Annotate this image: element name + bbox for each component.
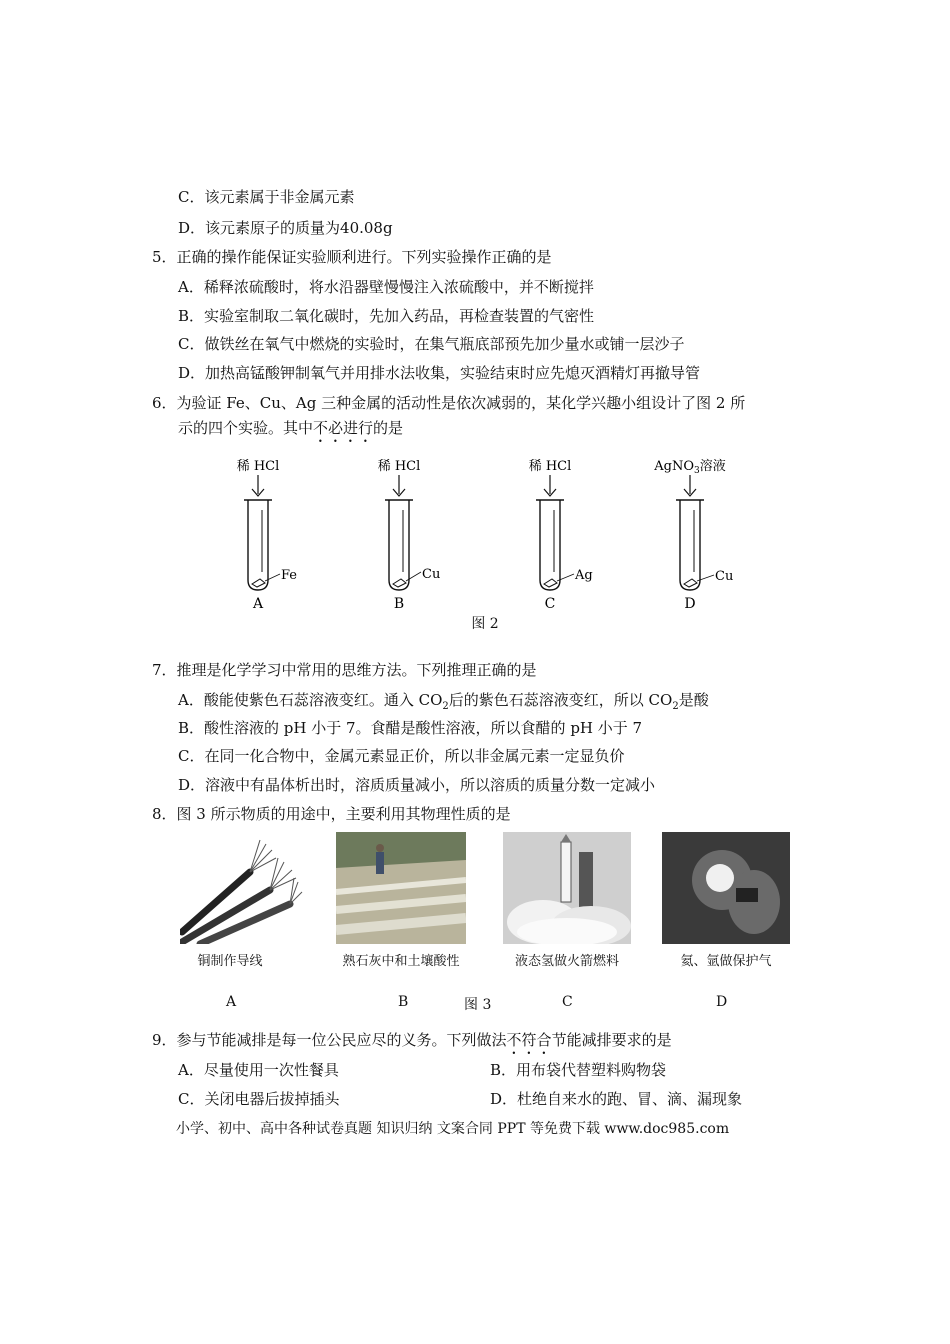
tube-c-reagent: 稀 HCl xyxy=(528,459,572,474)
q7-stem: 7．推理是化学学习中常用的思维方法。下列推理正确的是 xyxy=(152,661,537,679)
figure-2-caption: 图 2 xyxy=(471,616,499,632)
caption-a: 铜制作导线 xyxy=(197,954,263,969)
pointer-line xyxy=(406,572,421,581)
tube-c-label: C xyxy=(544,596,556,612)
label-b: B xyxy=(398,994,409,1010)
q8-stem: 8．图 3 所示物质的用途中，主要利用其物理性质的是 xyxy=(152,805,511,823)
tube-b xyxy=(378,458,441,612)
label-c: C xyxy=(562,994,573,1010)
photo-field-lime xyxy=(336,832,466,944)
tube-a xyxy=(237,458,298,612)
label-a: A xyxy=(226,994,237,1010)
q7-option-a-sub2: 2 xyxy=(672,701,679,712)
q5-option-c: C．做铁丝在氧气中燃烧的实验时，在集气瓶底部预先加少量水或铺一层沙子 xyxy=(178,335,685,353)
tube-body xyxy=(680,500,700,590)
metal-piece xyxy=(252,579,265,587)
q5-option-d: D．加热高锰酸钾制氧气并用排水法收集，实验结束时应先熄灭酒精灯再撤导管 xyxy=(178,364,701,382)
tube-a-metal: Fe xyxy=(281,568,298,583)
tube-c xyxy=(529,458,593,612)
caption-d: 氦、氩做保护气 xyxy=(680,954,772,969)
tube-d-reagent-tail: 溶液 xyxy=(699,459,726,474)
label-d: D xyxy=(716,994,728,1010)
q9-option-c: C．关闭电器后拔掉插头 xyxy=(178,1090,340,1108)
footer-text: 小学、初中、高中各种试卷真题 知识归纳 文案合同 PPT 等免费下载 www.doc985.com xyxy=(176,1121,730,1137)
q5-option-a: A．稀释浓硫酸时，将水沿器壁慢慢注入浓硫酸中，并不断搅拌 xyxy=(178,278,594,296)
q5-option-b: B．实验室制取二氧化碳时，先加入药品，再检查装置的气密性 xyxy=(178,307,595,325)
q9-stem-text-end: 节能减排要求的是 xyxy=(551,1031,672,1049)
photo-welding xyxy=(662,832,790,944)
q9-stem xyxy=(152,1030,672,1058)
q7-option-a-part3: 是酸 xyxy=(678,691,709,709)
q4-option-c: C．该元素属于非金属元素 xyxy=(178,188,355,206)
tube-d-reagent xyxy=(653,458,726,476)
tube-b-label: B xyxy=(393,596,405,612)
q6-stem-text-end: 的是 xyxy=(373,419,404,437)
figure-2-test-tubes xyxy=(200,452,760,622)
tube-a-reagent: 稀 HCl xyxy=(236,459,280,474)
q6-stem-line2 xyxy=(178,418,403,446)
figure-3-caption: 图 3 xyxy=(464,997,492,1013)
tube-b-metal: Cu xyxy=(422,567,441,582)
tube-d xyxy=(653,458,733,612)
q9-option-b: B．用布袋代替塑料购物袋 xyxy=(490,1061,667,1079)
pointer-line xyxy=(265,574,280,581)
q7-option-a-sub1: 2 xyxy=(442,701,449,712)
caption-b: 熟石灰中和土壤酸性 xyxy=(342,954,460,969)
q6-stem-line1: 6．为验证 Fe、Cu、Ag 三种金属的活动性是依次减弱的，某化学兴趣小组设计了图 2 所 xyxy=(152,394,746,412)
q7-option-d: D．溶液中有晶体析出时，溶质质量减小，所以溶质的质量分数一定减小 xyxy=(178,776,656,794)
tube-body xyxy=(389,500,409,590)
tube-body xyxy=(248,500,268,590)
tube-d-label: D xyxy=(684,596,696,612)
q6-emphasis-text: 不必进行 xyxy=(313,419,374,437)
q6-stem-text: 示的四个实验。其中 xyxy=(178,419,314,437)
q5-stem: 5．正确的操作能保证实验顺利进行。下列实验操作正确的是 xyxy=(152,248,552,266)
photo-rocket-launch xyxy=(503,832,631,944)
tube-d-metal: Cu xyxy=(715,569,734,584)
q9-option-a: A．尽量使用一次性餐具 xyxy=(178,1061,339,1079)
tube-d-reagent-sub: 3 xyxy=(694,466,700,476)
metal-piece xyxy=(393,579,406,587)
photo-copper-wires xyxy=(180,832,304,944)
tube-b-reagent: 稀 HCl xyxy=(377,459,421,474)
tube-body xyxy=(540,500,560,590)
q9-stem-text: 9．参与节能减排是每一位公民应尽的义务。下列做法 xyxy=(152,1031,507,1049)
q7-option-a-part1: A．酸能使紫色石蕊溶液变红。通入 CO xyxy=(178,691,443,709)
q9-emphasis-text: 不符合 xyxy=(506,1031,552,1049)
metal-piece xyxy=(544,579,557,587)
q7-option-c: C．在同一化合物中，金属元素显正价，所以非金属元素一定显负价 xyxy=(178,747,625,765)
q7-option-a xyxy=(178,690,709,717)
q4-option-d: D．该元素原子的质量为40.08g xyxy=(178,219,393,237)
tube-d-reagent-main: AgNO xyxy=(654,459,694,474)
tube-c-metal: Ag xyxy=(575,568,593,583)
q7-option-b: B．酸性溶液的 pH 小于 7。食醋是酸性溶液，所以食醋的 pH 小于 7 xyxy=(178,719,643,737)
tube-a-label: A xyxy=(252,596,264,612)
caption-c: 液态氢做火箭燃料 xyxy=(514,954,619,969)
q7-option-a-part2: 后的紫色石蕊溶液变红，所以 CO xyxy=(448,691,673,709)
q9-option-d: D．杜绝自来水的跑、冒、滴、漏现象 xyxy=(490,1090,743,1108)
metal-piece xyxy=(684,579,697,587)
